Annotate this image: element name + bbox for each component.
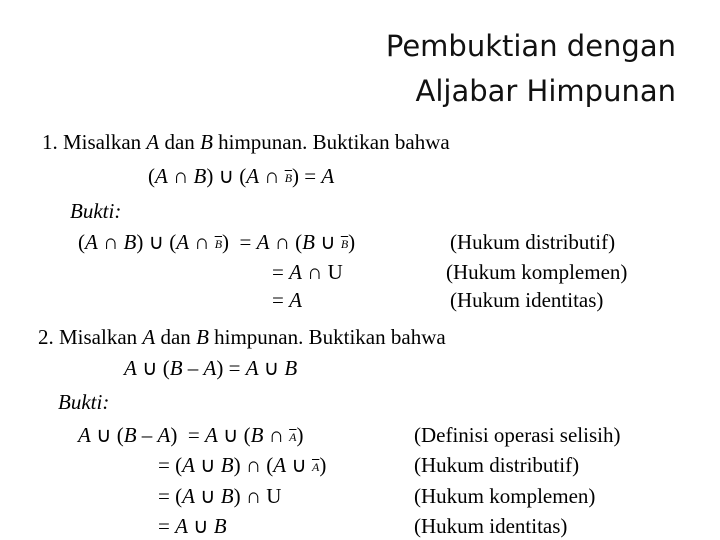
slide-title [386, 24, 676, 114]
problem2-step1-expr: A ∪ (B – A) = A ∪ (B ∩ $\overline{A}$) [78, 423, 304, 447]
problem1-step2-expr: = A ∩ U [272, 260, 343, 284]
problem1-proof-label: Bukti: [70, 199, 122, 223]
problem2-step2-expr: = (A ∪ B) ∩ (A ∪ $\overline{A}$) [158, 453, 327, 477]
problem2-step3-expr: = (A ∪ B) ∩ U [158, 484, 282, 508]
problem1-step1-reason: (Hukum distributif) [450, 230, 616, 254]
title-line-2: Aljabar Himpunan [415, 74, 676, 108]
problem1-step2-reason: (Hukum komplemen) [446, 260, 628, 284]
problem2-step3-reason: (Hukum komplemen) [414, 484, 596, 508]
problem1-intro: 1. Misalkan A dan B himpunan. Buktikan bahwa [42, 130, 450, 154]
problem2-step4-expr: = A ∪ B [158, 514, 227, 538]
problem2-step4-reason: (Hukum identitas) [414, 514, 568, 538]
title-line-1: Pembuktian dengan [385, 29, 676, 63]
problem2-proof-label: Bukti: [58, 390, 110, 414]
problem2-intro: 2. Misalkan A dan B himpunan. Buktikan bahwa [38, 325, 446, 349]
problem2-step2-reason: (Hukum distributif) [414, 453, 580, 477]
problem1-statement: (A ∩ B) ∪ (A ∩ $\overline{B}) = A$ [148, 164, 335, 188]
problem2-step1-reason: (Definisi operasi selisih) [414, 423, 621, 447]
problem1-step3-expr: = A [272, 288, 302, 312]
problem1-step3-reason: (Hukum identitas) [450, 288, 604, 312]
problem1-step1-expr: (A ∩ B) ∪ (A ∩ $\overline{B}) = A$ ∩ (B ∪ $\overline{B}$) [78, 230, 356, 254]
problem2-statement: A ∪ (B – A) = A ∪ B [124, 356, 298, 380]
